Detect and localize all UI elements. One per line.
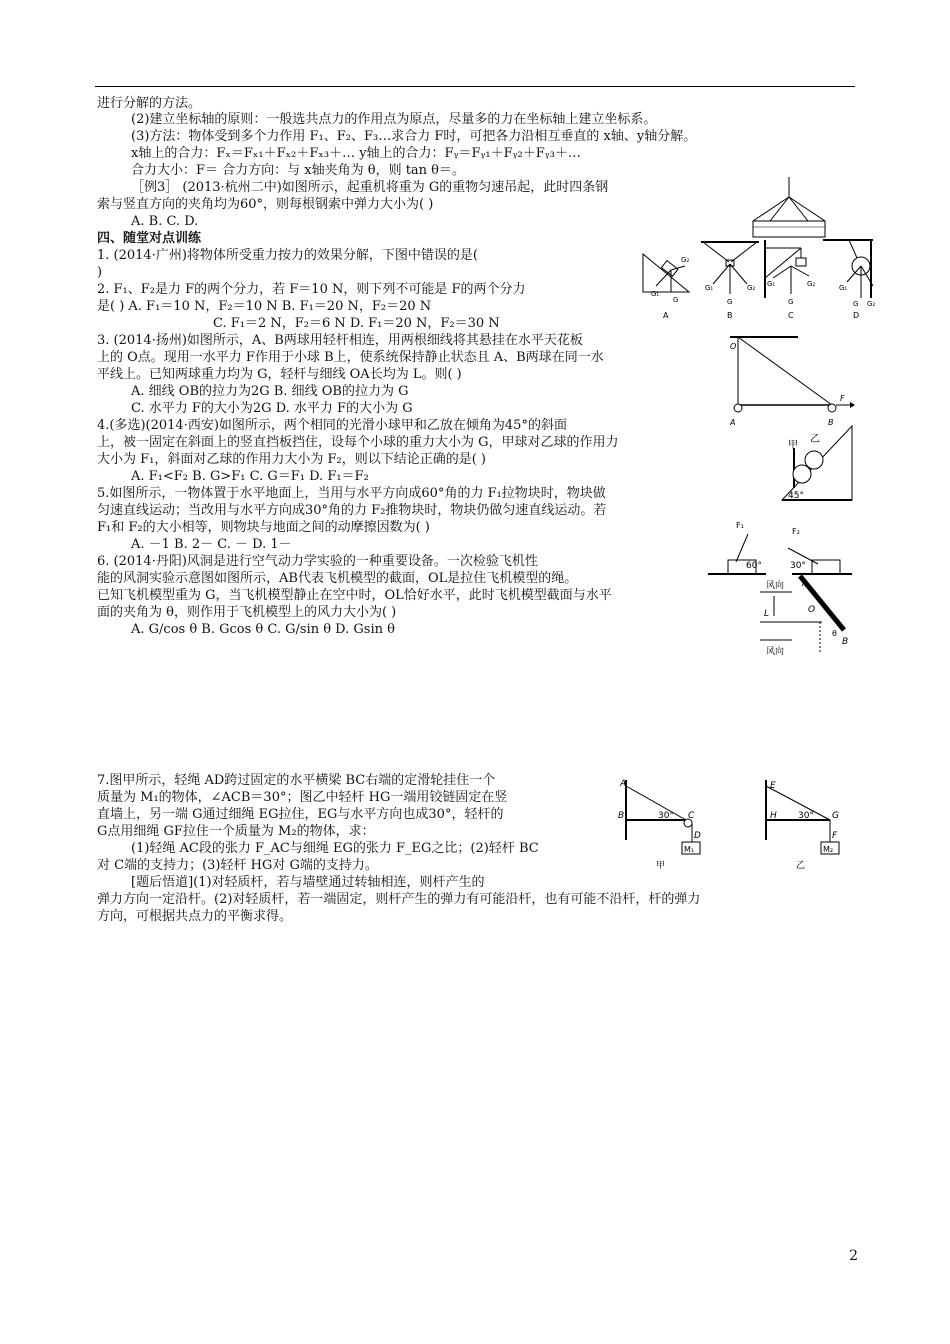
answer-options: A. F₁<F₂ B. G>F₁ C. G＝F₁ D. F₁＝F₂ [131, 469, 369, 484]
block-forces-figure [706, 518, 856, 578]
question-2: 2. F₁、F₂是力 F的两个分力，若 F＝10 N，则下列不可能是 F的两个分力 [97, 282, 526, 297]
text-line: [题后悟道](1)对轻质杆，若与墙壁通过转轴相连，则杆产生的 [131, 875, 485, 890]
fig7-label: F [832, 831, 838, 841]
fig1-label: G₂ [747, 284, 756, 292]
beam-figures [616, 776, 860, 872]
text-line: 匀速直线运动；当改用与水平方向成30°角的力 F₂推物块时，物块仍做匀速直线运动。若 [97, 503, 607, 518]
fig7-label: 乙 [796, 861, 806, 871]
text-line: 索与竖直方向的夹角均为60°，则每根钢索中弹力大小为( ) [97, 197, 434, 212]
wind-tunnel-figure [752, 574, 856, 660]
answer-options: A. 细线 OB的拉力为2G B. 细线 OB的拉力为 G [131, 384, 409, 399]
fig3-label: F [840, 394, 845, 403]
fig1-label: G [853, 300, 859, 308]
text-line: G点用细绳 GF拉住一个质量为 M₂的物体，求： [97, 824, 375, 839]
fig1-label: G₁ [705, 284, 714, 292]
fig7-label: M₂ [823, 845, 834, 854]
page-number: 2 [849, 1248, 858, 1264]
diagram-d [823, 240, 875, 320]
crane-figure [748, 177, 830, 239]
fig5-label: F₂ [792, 527, 800, 536]
text-line: 能的风洞实验示意图如图所示，AB代表飞机模型的截面，OL是拉住飞机模型的绳。 [97, 571, 578, 586]
fig6-label: 风向 [766, 647, 785, 657]
text-line: 大小为 F₁，斜面对乙球的作用力大小为 F₂，则以下结论正确的是( ) [97, 452, 487, 467]
fig1-label: G₂ [807, 280, 816, 288]
fig1-label: G [788, 298, 794, 306]
header-rule [95, 86, 855, 87]
answer-options: A. G/cos θ B. Gcos θ C. G/sin θ D. Gsin θ [131, 622, 395, 637]
question-3: 3. (2014·扬州)如图所示，A、B两球用轻杆相连，用两根细线将其悬挂在水平天花板 [97, 333, 583, 348]
fig1-label: G [727, 298, 733, 306]
text-line: 是( ) A. F₁＝10 N，F₂＝10 N B. F₁＝20 N，F₂＝20 N [97, 299, 432, 314]
fig3-label: A [730, 418, 736, 427]
text-line: 直墙上，另一端 G通过细绳 EG拉住，EG与水平方向也成30°，轻杆的 [97, 807, 504, 822]
fig4-label: 乙 [810, 434, 820, 445]
fig3-label: B [828, 418, 834, 427]
fig7-label: H [770, 811, 777, 821]
figure-yi [766, 780, 839, 871]
fig7-label: C [688, 811, 695, 821]
diagram-b [701, 242, 759, 320]
fig6-label: O [808, 605, 816, 615]
text-line: F₁和 F₂的大小相等，则物块与地面之间的动摩擦因数为( ) [97, 520, 430, 535]
fig6-label: θ [832, 629, 837, 638]
fig7-label: 30° [798, 811, 814, 821]
diagram-a [643, 254, 689, 320]
text-line: 质量为 M₁的物体，∠ACB＝30°；图乙中轻杆 HG一端用铰链固定在竖 [97, 790, 508, 805]
question-1: 1. (2014·广州)将物体所受重力按力的效果分解，下图中错误的是( [97, 248, 478, 263]
diagram-c [765, 240, 815, 320]
fig1-label: C [788, 311, 794, 320]
fig1-label: A [663, 311, 669, 320]
fig4-label: 45° [788, 491, 804, 501]
text-line: C. F₁＝2 N，F₂＝6 N D. F₁＝20 N，F₂＝30 N [213, 316, 500, 331]
fig7-label: A [620, 779, 627, 789]
text-line: 已知飞机模型重为 G，当飞机模型静止在空中时，OL恰好水平，此时飞机模型截面与水平 [97, 588, 612, 603]
fig6-label: B [842, 637, 849, 647]
text-line: 方向，可根据共点力的平衡求得。 [97, 909, 293, 924]
fig7-label: D [694, 831, 701, 841]
fig7-label: 甲 [656, 861, 666, 871]
text-line: 合力大小：F＝ 合力方向：与 x轴夹角为 θ，则 tan θ＝。 [131, 163, 466, 178]
fig6-label: L [764, 609, 770, 619]
fig1-label: G₁ [767, 280, 776, 288]
text-line: (1)轻绳 AC段的张力 F_AC与细绳 EG的张力 F_EG之比；(2)轻杆 BC [131, 841, 539, 856]
fig7-label: 30° [658, 811, 674, 821]
fig3-label: O [730, 342, 737, 351]
question-4: 4.(多选)(2014·西安)如图所示，两个相同的光滑小球甲和乙放在倾角为45°的斜面 [97, 418, 567, 433]
fig1-label: G [673, 296, 679, 304]
text-line: 上，被一固定在斜面上的竖直挡板挡住，设每个小球的重力大小为 G，甲球对乙球的作用力 [97, 435, 619, 450]
gravity-decomposition-figure [641, 238, 881, 322]
question-5: 5.如图所示，一物体置于水平地面上，当用与水平方向成60°角的力 F₁拉物块时，物块做 [97, 486, 606, 501]
question-6: 6. (2014·丹阳)风洞是进行空气动力学实验的一种重要设备。一次检验飞机性 [97, 554, 538, 569]
text-line: x轴上的合力：Fₓ＝Fₓ₁＋Fₓ₂＋Fₓ₃＋… y轴上的合力：Fᵧ＝Fᵧ₁＋Fᵧ₂＋Fᵧ₃＋… [131, 146, 581, 161]
text-line: 面的夹角为 θ，则作用于飞机模型上的风力大小为( ) [97, 605, 397, 620]
fig5-label: F₁ [736, 521, 744, 530]
text-line: (3)方法：物体受到多个力作用 F₁、F₂、F₃…求合力 F时，可把各力沿相互垂直的 x轴、y轴分解。 [131, 129, 697, 144]
text-line: 弹力方向一定沿杆。(2)对轻质杆，若一端固定，则杆产生的弹力有可能沿杆，也有可能不沿杆，杆的弹力 [97, 892, 701, 907]
text-line: (2)建立坐标轴的原则：一般选共点力的作用点为原点，尽量多的力在坐标轴上建立坐标系。 [131, 112, 657, 127]
answer-options: A. B. C. D. [131, 214, 199, 229]
text-line: 对 C端的支持力；(3)轻杆 HG对 G端的支持力。 [97, 858, 378, 873]
text-line: ) [97, 265, 103, 280]
fig1-label: D [853, 311, 860, 320]
figure-jia [618, 779, 701, 871]
example-3: ［例3］ (2013·杭州二中)如图所示，起重机将重为 G的重物匀速吊起，此时四条钢 [131, 180, 609, 195]
fig6-label: A [802, 579, 809, 589]
fig7-label: B [618, 811, 625, 821]
answer-options: A. －1 B. 2－ C. － D. 1－ [131, 537, 292, 552]
fig1-label: G₁ [651, 290, 660, 298]
fig1-label: G₂ [867, 300, 876, 308]
fig5-label: 60° [746, 561, 762, 571]
fig6-label: 风向 [766, 581, 785, 591]
fig1-label: B [727, 311, 733, 320]
section-heading: 四、随堂对点训练 [97, 231, 202, 246]
fig7-label: E [770, 781, 776, 791]
fig4-label: 甲 [788, 440, 798, 451]
text-line: 上的 O点。现用一水平力 F作用于小球 B上，使系统保持静止状态且 A、B两球在同一水 [97, 350, 604, 365]
incline-balls-figure [780, 420, 854, 504]
question-7: 7.图甲所示，轻绳 AD跨过固定的水平横梁 BC右端的定滑轮挂住一个 [97, 773, 496, 788]
two-balls-figure [728, 333, 856, 429]
fig5-label: 30° [790, 561, 806, 571]
fig1-label: G₂ [681, 256, 690, 264]
text-line: 进行分解的方法。 [97, 96, 202, 111]
text-line: 平线上。已知两球重力均为 G，轻杆与细线 OA长均为 L。则( ) [97, 367, 462, 382]
fig7-label: G [832, 811, 839, 821]
fig7-label: M₁ [684, 845, 695, 854]
answer-options: C. 水平力 F的大小为2G D. 水平力 F的大小为 G [131, 401, 413, 416]
fig1-label: G₁ [839, 284, 848, 292]
